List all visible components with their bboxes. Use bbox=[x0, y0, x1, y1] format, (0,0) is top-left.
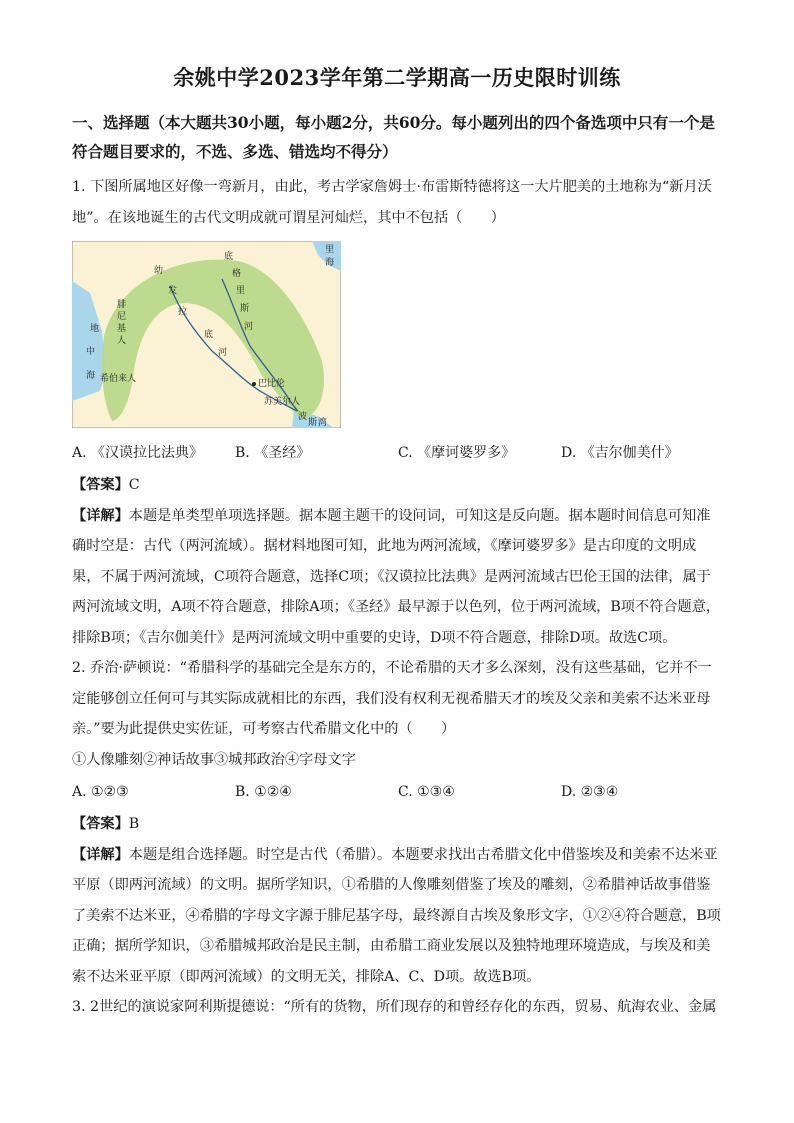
svg-text:斯: 斯 bbox=[308, 418, 318, 428]
option-c: C. 《摩诃婆罗多》 bbox=[398, 445, 516, 461]
answer-value: C bbox=[128, 477, 140, 493]
question-1-options bbox=[72, 438, 722, 468]
question-2-stem: 2. 乔治·萨顿说：“希腊科学的基础完全是东方的，不论希腊的天才多么深刻，没有这些基础，它并不一定能够创立任何可与其实际成就相比的东西，我们没有权利无视希腊天才的埃及父亲和美索不达米亚母亲。”要为此提供史实佐证，可考察古代希腊文化中的（ ） bbox=[72, 660, 712, 737]
svg-text:尼: 尼 bbox=[117, 312, 127, 322]
question-2-items: ①人像雕刻②神话故事③城邦政治④字母文字 bbox=[72, 751, 356, 768]
svg-text:发: 发 bbox=[168, 286, 178, 296]
answer-label: 【答案】 bbox=[72, 816, 129, 832]
question-3-stem: 3. 2世纪的演说家阿利斯提德说：“所有的货物，所们现存的和曾经存化的东西，贸易、航海农业、金属 bbox=[72, 999, 717, 1015]
svg-text:拉: 拉 bbox=[178, 307, 188, 317]
svg-text:底: 底 bbox=[204, 330, 214, 340]
option-b: B. ①②④ bbox=[235, 784, 292, 800]
option-a: A. 《汉谟拉比法典》 bbox=[72, 445, 204, 461]
svg-text:里: 里 bbox=[236, 286, 246, 296]
svg-text:幼: 幼 bbox=[154, 266, 164, 276]
answer-value: B bbox=[128, 816, 140, 832]
svg-text:河: 河 bbox=[244, 322, 254, 332]
svg-text:腓: 腓 bbox=[117, 300, 127, 310]
svg-text:格: 格 bbox=[232, 269, 242, 279]
question-2-options bbox=[72, 777, 722, 807]
label-babylon: 巴比伦 bbox=[258, 379, 286, 389]
svg-text:地: 地 bbox=[90, 324, 100, 334]
question-1-stem: 1. 下图所属地区好像一弯新月，由此，考古学家詹姆士·布雷斯特德将这一大片肥美的土地称为“新月沃地”。在该地诞生的古代文明成就可谓星河灿烂，其中不包括（ ） bbox=[72, 179, 712, 226]
option-c: C. ①③④ bbox=[398, 784, 455, 800]
svg-text:河: 河 bbox=[218, 348, 228, 358]
question-2-answer bbox=[72, 809, 722, 840]
svg-text:基: 基 bbox=[117, 324, 127, 334]
map-graphic bbox=[72, 241, 341, 428]
detail-label: 【详解】 bbox=[72, 507, 129, 524]
svg-text:海: 海 bbox=[325, 258, 335, 268]
option-b: B. 《圣经》 bbox=[235, 445, 311, 461]
question-1-detail bbox=[72, 501, 722, 654]
svg-text:里: 里 bbox=[325, 245, 335, 255]
detail-label: 【详解】 bbox=[72, 846, 129, 863]
fertile-crescent-map bbox=[72, 241, 341, 428]
svg-text:人: 人 bbox=[117, 336, 127, 346]
page-title: 余姚中学2023学年第二学期高一历史限时训练 bbox=[173, 65, 621, 90]
detail-text: 本题是单类型单项选择题。据本题主题干的设问词，可知这是反向题。据本题时间信息可知准确时空是：古代（两河流域）。据材料地图可知，此地为两河流域，《摩诃婆罗多》是古印度的文明成果，不属于两河流域，C项符合题意，选择C项；《汉谟拉比法典》是两河流域古巴伦王国的法律，属于两河流域文明，A项不符合题意，排除A项；《圣经》最早源于以色列，位于两河流域，B项不符合题意，排除B项；《吉尔伽美什》是两河流域文明中重要的史诗，D项不符合题意，排除D项。故选C项。 bbox=[72, 507, 721, 646]
option-a: A. ①②③ bbox=[72, 784, 129, 800]
svg-text:波: 波 bbox=[298, 412, 308, 422]
option-d: D. ②③④ bbox=[561, 784, 619, 800]
svg-text:海: 海 bbox=[86, 371, 96, 381]
svg-text:底: 底 bbox=[224, 252, 234, 262]
question-1-answer bbox=[72, 470, 722, 501]
svg-text:中: 中 bbox=[86, 347, 96, 357]
label-hebrews: 希伯来人 bbox=[100, 374, 137, 384]
section-heading: 一、选择题（本大题共30小题，每小题2分，共60分。每小题列出的四个备选项中只有一个是符合题目要求的，不选、多选、错选均不得分） bbox=[72, 113, 715, 161]
document-page bbox=[72, 62, 722, 1023]
detail-text: 本题是组合选择题。时空是古代（希腊）。本题要求找出古希腊文化中借鉴埃及和美索不达米亚平原（即两河流域）的文明。据所学知识，①希腊的人像雕刻借鉴了埃及的雕刻，②希腊神话故事借鉴了美索不达米亚，④希腊的字母文字源于腓尼基字母，最终源自古埃及象形文字，①②④符合题意，B项正确；据所学知识，③希腊城邦政治是民主制，由希腊工商业发展以及独特地理环境造成，与埃及和美索不达米亚平原（即两河流域）的文明无关，排除A、C、D项。故选B项。 bbox=[72, 846, 721, 985]
svg-text:斯: 斯 bbox=[240, 304, 250, 314]
option-d: D. 《吉尔伽美什》 bbox=[561, 445, 679, 461]
babylon-dot bbox=[252, 382, 256, 386]
svg-text:湾: 湾 bbox=[318, 418, 328, 428]
label-sumerians: 苏美尔人 bbox=[264, 397, 301, 407]
question-2-detail bbox=[72, 840, 722, 993]
answer-label: 【答案】 bbox=[72, 477, 129, 493]
